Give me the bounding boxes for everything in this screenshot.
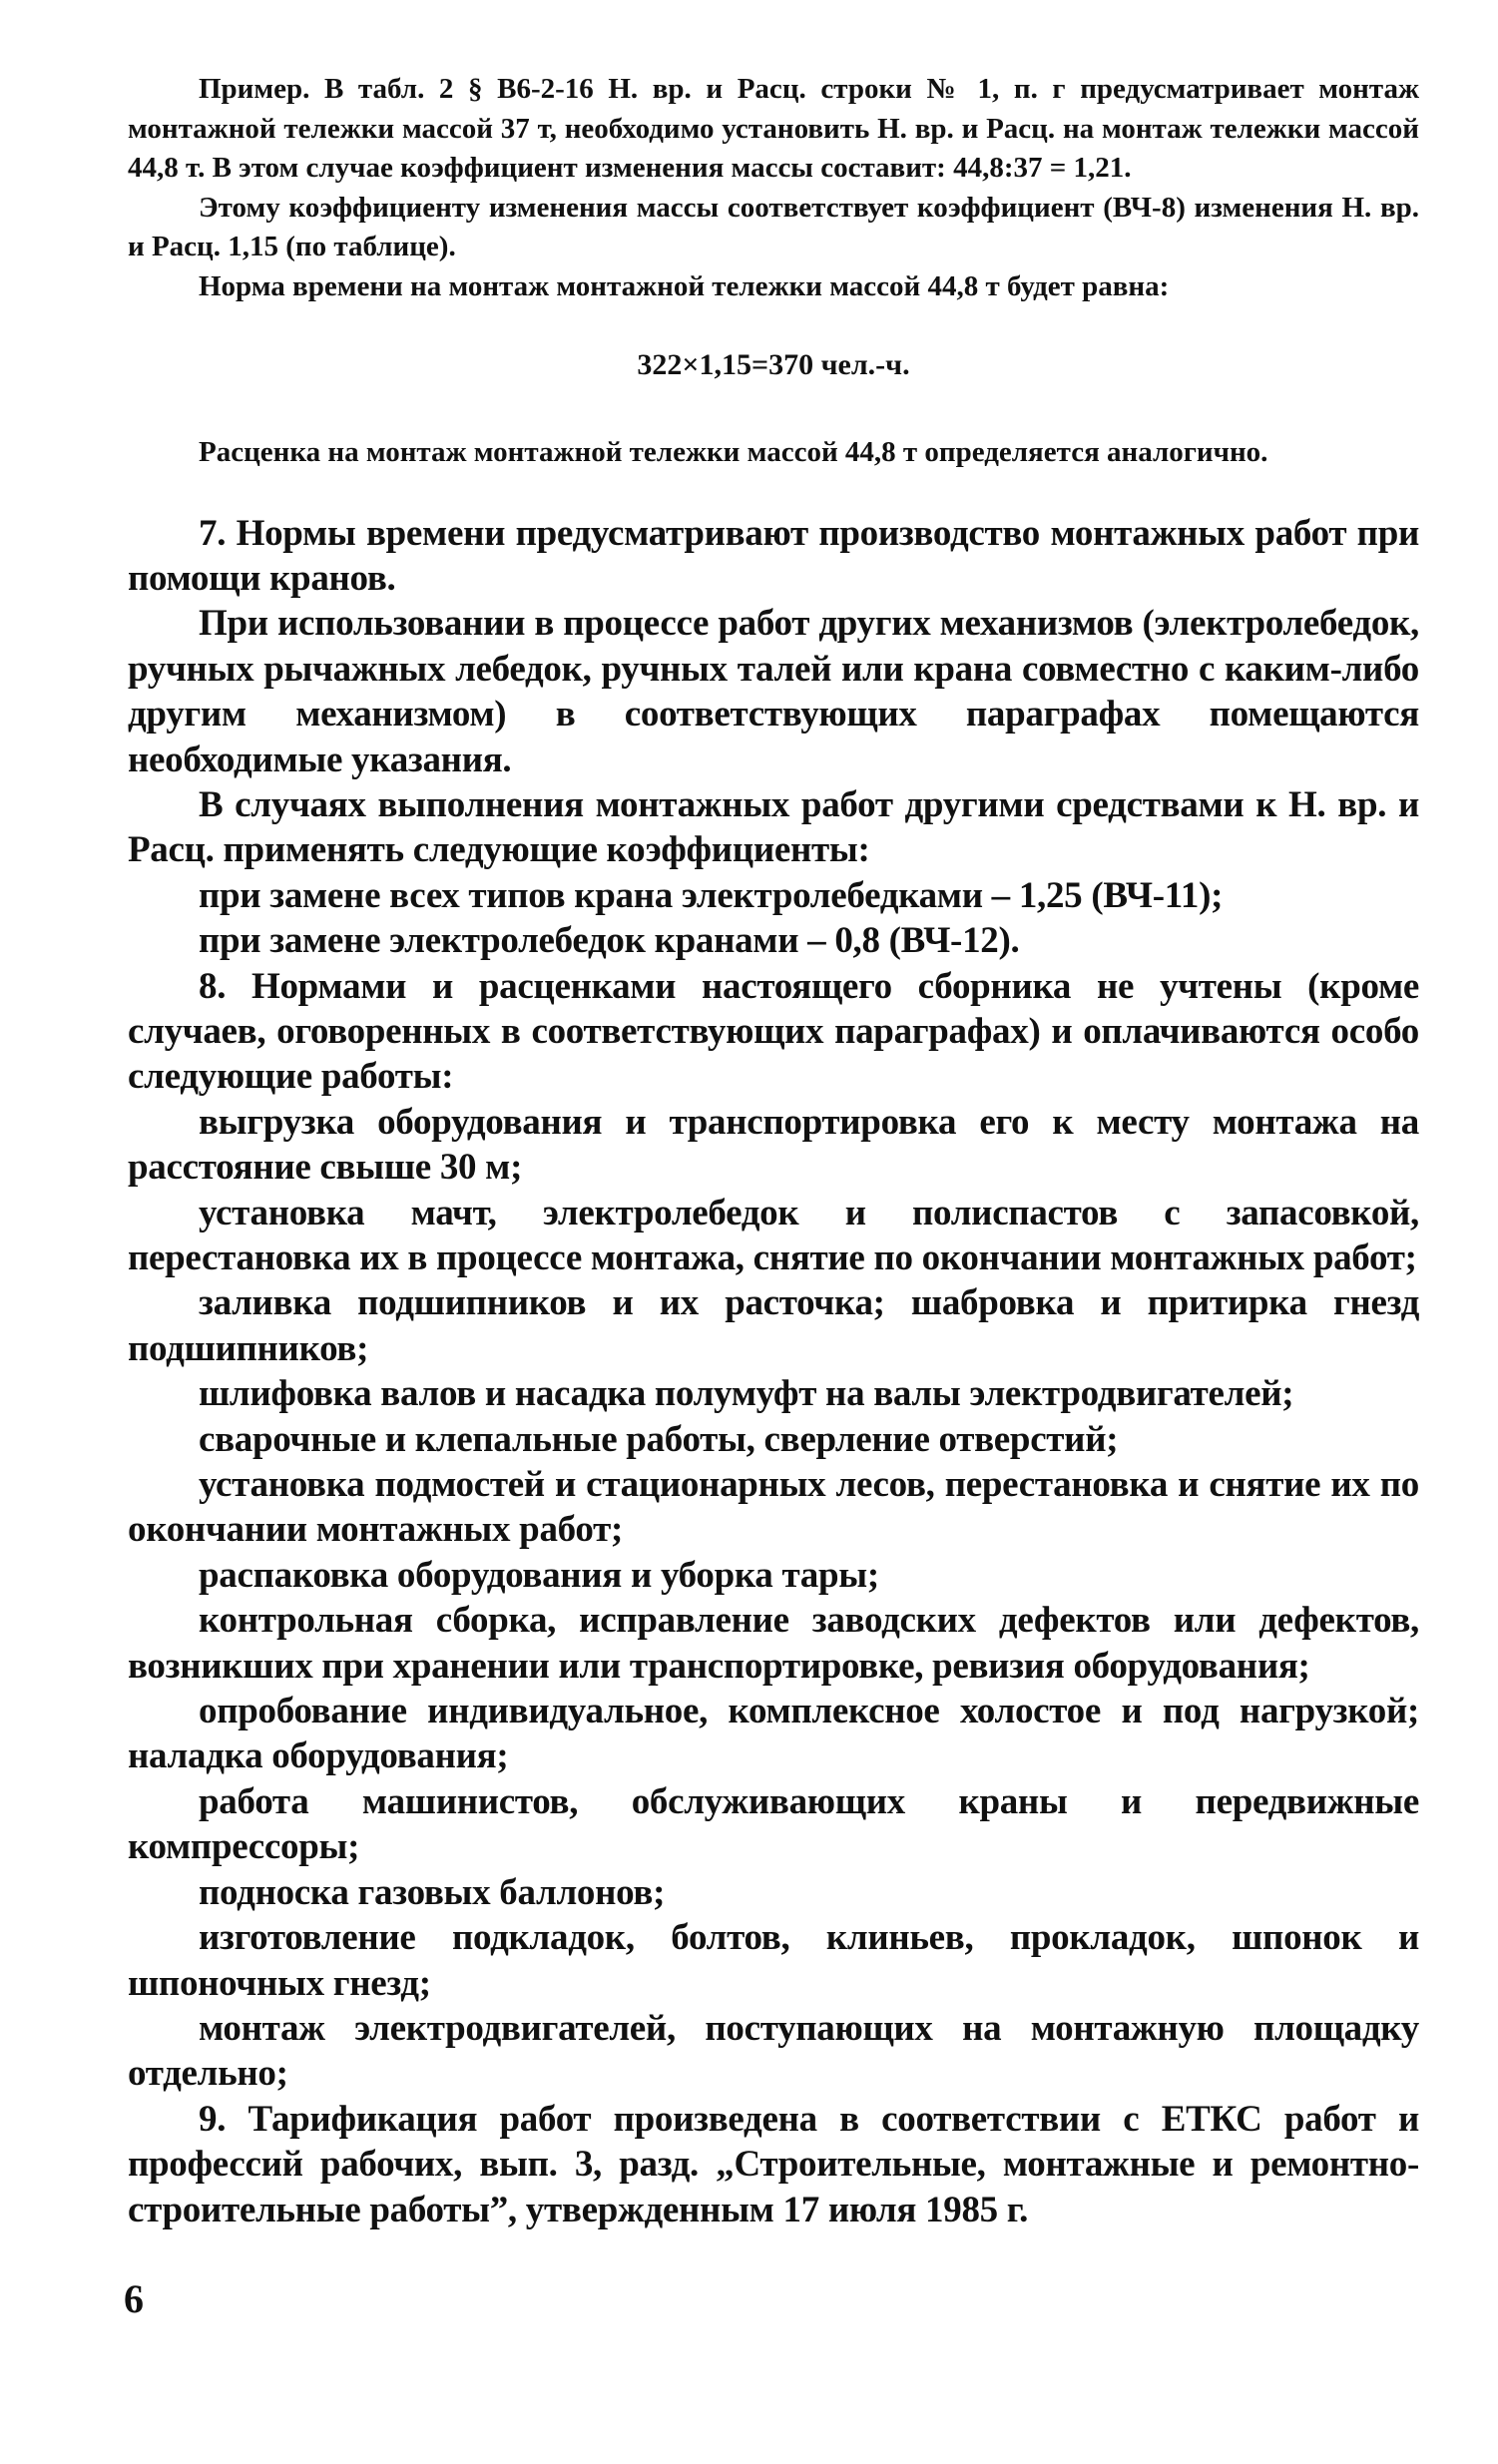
example-paragraph: Этому коэффициенту изменения массы соответствует коэффициент (ВЧ-8) изменения Н. вр. и Расц. 1,15 (по таблице). xyxy=(128,191,1419,262)
list-item: опробование индивидуальное, комплексное холостое и под нагрузкой; наладка оборудования; xyxy=(128,1691,1419,1777)
section-8-paragraph: 8. Нормами и расценками настоящего сборника не учтены (кроме случаев, оговоренных в соответствующих параграфах) и оплачиваются особо следующие работы: xyxy=(128,965,1419,1098)
coefficient-line: при замене всех типов крана электролебедками – 1,25 (ВЧ-11); xyxy=(199,874,1224,916)
section-7-paragraph: В случаях выполнения монтажных работ другими средствами к Н. вр. и Расц. применять следующие коэффициенты: xyxy=(128,783,1419,871)
list-item: контрольная сборка, исправление заводских дефектов или дефектов, возникших при хранении или транспортировке, ревизия оборудования; xyxy=(128,1600,1419,1687)
list-item: подноска газовых баллонов; xyxy=(199,1871,666,1913)
example-paragraph: Пример. В табл. 2 § В6-2-16 Н. вр. и Расц. строки № 1, п. г предусматривает монтаж монтажной тележки массой 37 т, необходимо установить Н. вр. и Расц. на монтаж тележки массой 44,8 т. В этом случае коэффициент изменения массы составит: 44,8:37 = 1,21. xyxy=(128,73,1419,184)
list-item: монтаж электродвигателей, поступающих на монтажную площадку отдельно; xyxy=(128,2007,1419,2095)
list-item: выгрузка оборудования и транспортировка его к месту монтажа на расстояние свыше 30 м; xyxy=(128,1101,1419,1189)
section-7-paragraph: При использовании в процессе работ других механизмов (электролебедок, ручных рычажных лебедок, ручных талей или крана совместно с каким-либо другим механизмом) в соответствующих параграфах помещаются необходимые указания. xyxy=(128,603,1419,780)
main-text xyxy=(128,511,1419,2232)
text-column xyxy=(128,70,1419,2232)
section-9-paragraph: 9. Тарификация работ произведена в соответствии с ЕТКС работ и профессий рабочих, вып. 3, разд. „Строительные, монтажные и ремонтно-строительные работы”, утвержденным 17 июля 1985 г. xyxy=(128,2098,1419,2230)
list-item: шлифовка валов и насадка полумуфт на валы электродвигателей; xyxy=(199,1373,1294,1415)
list-item: заливка подшипников и их расточка; шабровка и притирка гнезд подшипников; xyxy=(128,1282,1419,1369)
list-item: установка мачт, электролебедок и полиспастов с запасовкой, перестановка их в процессе монтажа, снятие по окончании монтажных работ; xyxy=(128,1192,1419,1278)
example-block xyxy=(128,70,1419,473)
formula: 322×1,15=370 чел.-ч. xyxy=(637,348,910,381)
list-item: установка подмостей и стационарных лесов, перестановка и снятие их по окончании монтажных работ; xyxy=(128,1464,1419,1551)
example-paragraph: Норма времени на монтаж монтажной тележки массой 44,8 т будет равна: xyxy=(199,269,1170,302)
list-item: распаковка оборудования и уборка тары; xyxy=(199,1554,879,1596)
example-paragraph: Расценка на монтаж монтажной тележки массой 44,8 т определяется аналогично. xyxy=(199,436,1268,468)
page-number: 6 xyxy=(124,2276,144,2321)
list-item: изготовление подкладок, болтов, клиньев, прокладок, шпонок и шпоночных гнезд; xyxy=(128,1917,1419,2004)
section-7-paragraph: 7. Нормы времени предусматривают производство монтажных работ при помощи кранов. xyxy=(128,512,1419,599)
list-item: сварочные и клепальные работы, сверление отверстий; xyxy=(199,1418,1119,1460)
coefficient-line: при замене электролебедок кранами – 0,8 (ВЧ-12). xyxy=(199,920,1020,962)
list-item: работа машинистов, обслуживающих краны и передвижные компрессоры; xyxy=(128,1780,1419,1868)
